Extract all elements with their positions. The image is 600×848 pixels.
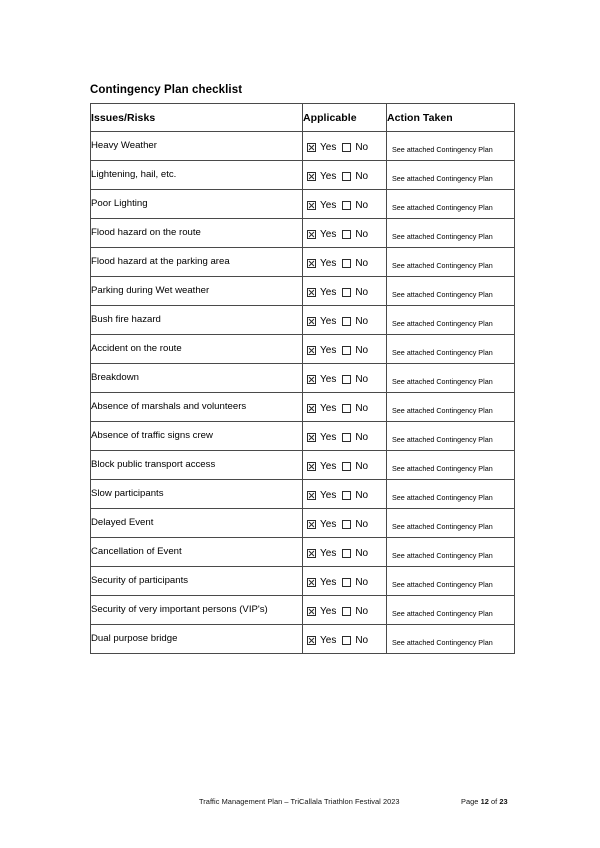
risk-label-cell: Cancellation of Event: [91, 538, 303, 567]
checkbox-label-yes: Yes: [320, 344, 337, 356]
checkbox-empty-icon-no[interactable]: [342, 491, 351, 500]
risk-label-cell: Dual purpose bridge: [91, 625, 303, 654]
action-taken-text: See attached Contingency Plan: [392, 174, 493, 184]
checkbox-label-no: No: [355, 315, 369, 327]
checkbox-label-yes: Yes: [320, 286, 337, 298]
action-taken-text: See attached Contingency Plan: [392, 348, 493, 358]
applicable-cell: [303, 335, 387, 364]
checkbox-label-yes: Yes: [320, 373, 337, 385]
checkbox-checked-icon-yes[interactable]: [307, 375, 316, 384]
action-taken-cell: [387, 277, 515, 306]
action-taken-cell: [387, 161, 515, 190]
checkbox-empty-icon-no[interactable]: [342, 230, 351, 239]
applicable-options: [303, 457, 386, 473]
risk-label-cell: Delayed Event: [91, 509, 303, 538]
column-header-issues-risks: Issues/Risks: [91, 104, 303, 132]
checkbox-label-no: No: [355, 576, 369, 588]
action-taken-text: See attached Contingency Plan: [392, 261, 493, 271]
checkbox-empty-icon-no[interactable]: [342, 288, 351, 297]
action-taken-text: See attached Contingency Plan: [392, 377, 493, 387]
applicable-options: [303, 486, 386, 502]
checkbox-checked-icon-yes[interactable]: [307, 433, 316, 442]
action-taken-cell: [387, 509, 515, 538]
applicable-cell: [303, 364, 387, 393]
checkbox-empty-icon-no[interactable]: [342, 143, 351, 152]
checkbox-checked-icon-yes[interactable]: [307, 549, 316, 558]
checkbox-checked-icon-yes[interactable]: [307, 346, 316, 355]
table-row: [91, 538, 515, 567]
checkbox-label-yes: Yes: [320, 547, 337, 559]
checkbox-label-no: No: [355, 460, 369, 472]
table-row: [91, 335, 515, 364]
table-row: [91, 364, 515, 393]
footer-total-pages: 23: [499, 797, 508, 806]
risk-label-cell: Absence of marshals and volunteers: [91, 393, 303, 422]
checkbox-label-yes: Yes: [320, 576, 337, 588]
risk-label-cell: Lightening, hail, etc.: [91, 161, 303, 190]
action-taken-cell: [387, 248, 515, 277]
applicable-cell: [303, 306, 387, 335]
footer-document-reference: Traffic Management Plan – TriCallala Triathlon Festival 2023: [199, 797, 400, 806]
checkbox-label-yes: Yes: [320, 605, 337, 617]
action-taken-cell: [387, 596, 515, 625]
page-title: Contingency Plan checklist: [90, 84, 243, 96]
checkbox-checked-icon-yes[interactable]: [307, 404, 316, 413]
checkbox-empty-icon-no[interactable]: [342, 375, 351, 384]
checkbox-empty-icon-no[interactable]: [342, 636, 351, 645]
action-taken-text: See attached Contingency Plan: [392, 232, 493, 242]
checkbox-label-yes: Yes: [320, 402, 337, 414]
checkbox-checked-icon-yes[interactable]: [307, 259, 316, 268]
applicable-cell: [303, 567, 387, 596]
table-row: [91, 625, 515, 654]
action-taken-cell: [387, 480, 515, 509]
action-taken-text: See attached Contingency Plan: [392, 522, 493, 532]
applicable-options: [303, 225, 386, 241]
applicable-options: [303, 399, 386, 415]
action-taken-text: See attached Contingency Plan: [392, 435, 493, 445]
applicable-options: [303, 138, 386, 154]
risk-label-cell: Slow participants: [91, 480, 303, 509]
action-taken-text: See attached Contingency Plan: [392, 290, 493, 300]
applicable-options: [303, 428, 386, 444]
checkbox-checked-icon-yes[interactable]: [307, 636, 316, 645]
checkbox-empty-icon-no[interactable]: [342, 346, 351, 355]
applicable-cell: [303, 190, 387, 219]
applicable-options: [303, 167, 386, 183]
checkbox-empty-icon-no[interactable]: [342, 578, 351, 587]
checkbox-label-no: No: [355, 518, 369, 530]
table-row: [91, 480, 515, 509]
risk-label-cell: Parking during Wet weather: [91, 277, 303, 306]
applicable-options: [303, 544, 386, 560]
applicable-cell: [303, 219, 387, 248]
applicable-options: [303, 283, 386, 299]
checkbox-empty-icon-no[interactable]: [342, 404, 351, 413]
checkbox-label-yes: Yes: [320, 315, 337, 327]
table-row: [91, 190, 515, 219]
applicable-cell: [303, 277, 387, 306]
checkbox-label-no: No: [355, 141, 369, 153]
checkbox-checked-icon-yes[interactable]: [307, 462, 316, 471]
risk-label-cell: Flood hazard on the route: [91, 219, 303, 248]
checkbox-label-yes: Yes: [320, 634, 337, 646]
applicable-cell: [303, 509, 387, 538]
checkbox-label-yes: Yes: [320, 141, 337, 153]
risk-label-cell: Bush fire hazard: [91, 306, 303, 335]
applicable-options: [303, 515, 386, 531]
applicable-cell: [303, 480, 387, 509]
checkbox-label-yes: Yes: [320, 170, 337, 182]
table-row: [91, 219, 515, 248]
table-header-row: [91, 104, 515, 132]
table-row: [91, 277, 515, 306]
applicable-options: [303, 573, 386, 589]
table-row: [91, 451, 515, 480]
table-body: [91, 132, 515, 654]
action-taken-cell: [387, 625, 515, 654]
action-taken-text: See attached Contingency Plan: [392, 580, 493, 590]
checkbox-label-yes: Yes: [320, 228, 337, 240]
checkbox-label-no: No: [355, 431, 369, 443]
checkbox-label-no: No: [355, 228, 369, 240]
action-taken-text: See attached Contingency Plan: [392, 638, 493, 648]
checkbox-label-yes: Yes: [320, 518, 337, 530]
action-taken-cell: [387, 364, 515, 393]
applicable-options: [303, 196, 386, 212]
applicable-options: [303, 341, 386, 357]
checkbox-label-yes: Yes: [320, 431, 337, 443]
action-taken-cell: [387, 538, 515, 567]
checkbox-empty-icon-no[interactable]: [342, 462, 351, 471]
table-row: [91, 132, 515, 161]
action-taken-cell: [387, 422, 515, 451]
checkbox-checked-icon-yes[interactable]: [307, 317, 316, 326]
checkbox-checked-icon-yes[interactable]: [307, 230, 316, 239]
checkbox-empty-icon-no[interactable]: [342, 607, 351, 616]
checkbox-label-no: No: [355, 373, 369, 385]
action-taken-cell: [387, 335, 515, 364]
checkbox-label-no: No: [355, 170, 369, 182]
applicable-options: [303, 254, 386, 270]
checkbox-label-yes: Yes: [320, 199, 337, 211]
action-taken-cell: [387, 451, 515, 480]
footer-of-word: of: [491, 797, 498, 806]
checkbox-empty-icon-no[interactable]: [342, 259, 351, 268]
contingency-plan-checklist-table: [90, 103, 515, 654]
action-taken-text: See attached Contingency Plan: [392, 609, 493, 619]
applicable-options: [303, 602, 386, 618]
action-taken-cell: [387, 190, 515, 219]
table-row: [91, 567, 515, 596]
applicable-cell: [303, 161, 387, 190]
action-taken-text: See attached Contingency Plan: [392, 203, 493, 213]
table-row: [91, 509, 515, 538]
risk-label-cell: Absence of traffic signs crew: [91, 422, 303, 451]
risk-label-cell: Accident on the route: [91, 335, 303, 364]
action-taken-cell: [387, 132, 515, 161]
footer-page-word: Page: [461, 797, 479, 806]
table-row: [91, 596, 515, 625]
action-taken-text: See attached Contingency Plan: [392, 464, 493, 474]
applicable-cell: [303, 596, 387, 625]
checkbox-label-yes: Yes: [320, 460, 337, 472]
applicable-cell: [303, 132, 387, 161]
checkbox-empty-icon-no[interactable]: [342, 172, 351, 181]
risk-label-cell: Flood hazard at the parking area: [91, 248, 303, 277]
checkbox-label-yes: Yes: [320, 257, 337, 269]
checkbox-label-yes: Yes: [320, 489, 337, 501]
table-header: [91, 104, 515, 132]
action-taken-cell: [387, 567, 515, 596]
table-row: [91, 393, 515, 422]
checkbox-empty-icon-no[interactable]: [342, 549, 351, 558]
column-header-applicable: Applicable: [303, 104, 387, 132]
applicable-cell: [303, 248, 387, 277]
checkbox-label-no: No: [355, 257, 369, 269]
checkbox-label-no: No: [355, 286, 369, 298]
checkbox-checked-icon-yes[interactable]: [307, 143, 316, 152]
risk-label-cell: Breakdown: [91, 364, 303, 393]
checkbox-empty-icon-no[interactable]: [342, 317, 351, 326]
checkbox-label-no: No: [355, 344, 369, 356]
action-taken-cell: [387, 219, 515, 248]
checkbox-label-no: No: [355, 199, 369, 211]
action-taken-cell: [387, 393, 515, 422]
table-row: [91, 161, 515, 190]
action-taken-text: See attached Contingency Plan: [392, 145, 493, 155]
footer-current-page: 12: [480, 797, 489, 806]
applicable-options: [303, 312, 386, 328]
risk-label-cell: Poor Lighting: [91, 190, 303, 219]
risk-label-cell: Security of participants: [91, 567, 303, 596]
checkbox-label-no: No: [355, 634, 369, 646]
risk-label-cell: Heavy Weather: [91, 132, 303, 161]
risk-label-cell: Security of very important persons (VIP's): [91, 596, 303, 625]
checkbox-checked-icon-yes[interactable]: [307, 201, 316, 210]
checkbox-empty-icon-no[interactable]: [342, 201, 351, 210]
checkbox-checked-icon-yes[interactable]: [307, 607, 316, 616]
checkbox-label-no: No: [355, 402, 369, 414]
table-row: [91, 306, 515, 335]
action-taken-text: See attached Contingency Plan: [392, 551, 493, 561]
applicable-cell: [303, 538, 387, 567]
checkbox-checked-icon-yes[interactable]: [307, 578, 316, 587]
checkbox-checked-icon-yes[interactable]: [307, 520, 316, 529]
checkbox-checked-icon-yes[interactable]: [307, 172, 316, 181]
checkbox-checked-icon-yes[interactable]: [307, 491, 316, 500]
checkbox-empty-icon-no[interactable]: [342, 520, 351, 529]
applicable-options: [303, 370, 386, 386]
checkbox-label-no: No: [355, 605, 369, 617]
risk-label-cell: Block public transport access: [91, 451, 303, 480]
column-header-action-taken: Action Taken: [387, 104, 515, 132]
action-taken-text: See attached Contingency Plan: [392, 493, 493, 503]
applicable-cell: [303, 451, 387, 480]
action-taken-cell: [387, 306, 515, 335]
action-taken-text: See attached Contingency Plan: [392, 319, 493, 329]
checkbox-label-no: No: [355, 547, 369, 559]
checkbox-checked-icon-yes[interactable]: [307, 288, 316, 297]
footer-page-number: [461, 797, 508, 806]
action-taken-text: See attached Contingency Plan: [392, 406, 493, 416]
applicable-cell: [303, 393, 387, 422]
applicable-options: [303, 631, 386, 647]
table-row: [91, 248, 515, 277]
applicable-cell: [303, 422, 387, 451]
page-footer: [0, 797, 600, 811]
checkbox-label-no: No: [355, 489, 369, 501]
table-row: [91, 422, 515, 451]
checkbox-empty-icon-no[interactable]: [342, 433, 351, 442]
applicable-cell: [303, 625, 387, 654]
